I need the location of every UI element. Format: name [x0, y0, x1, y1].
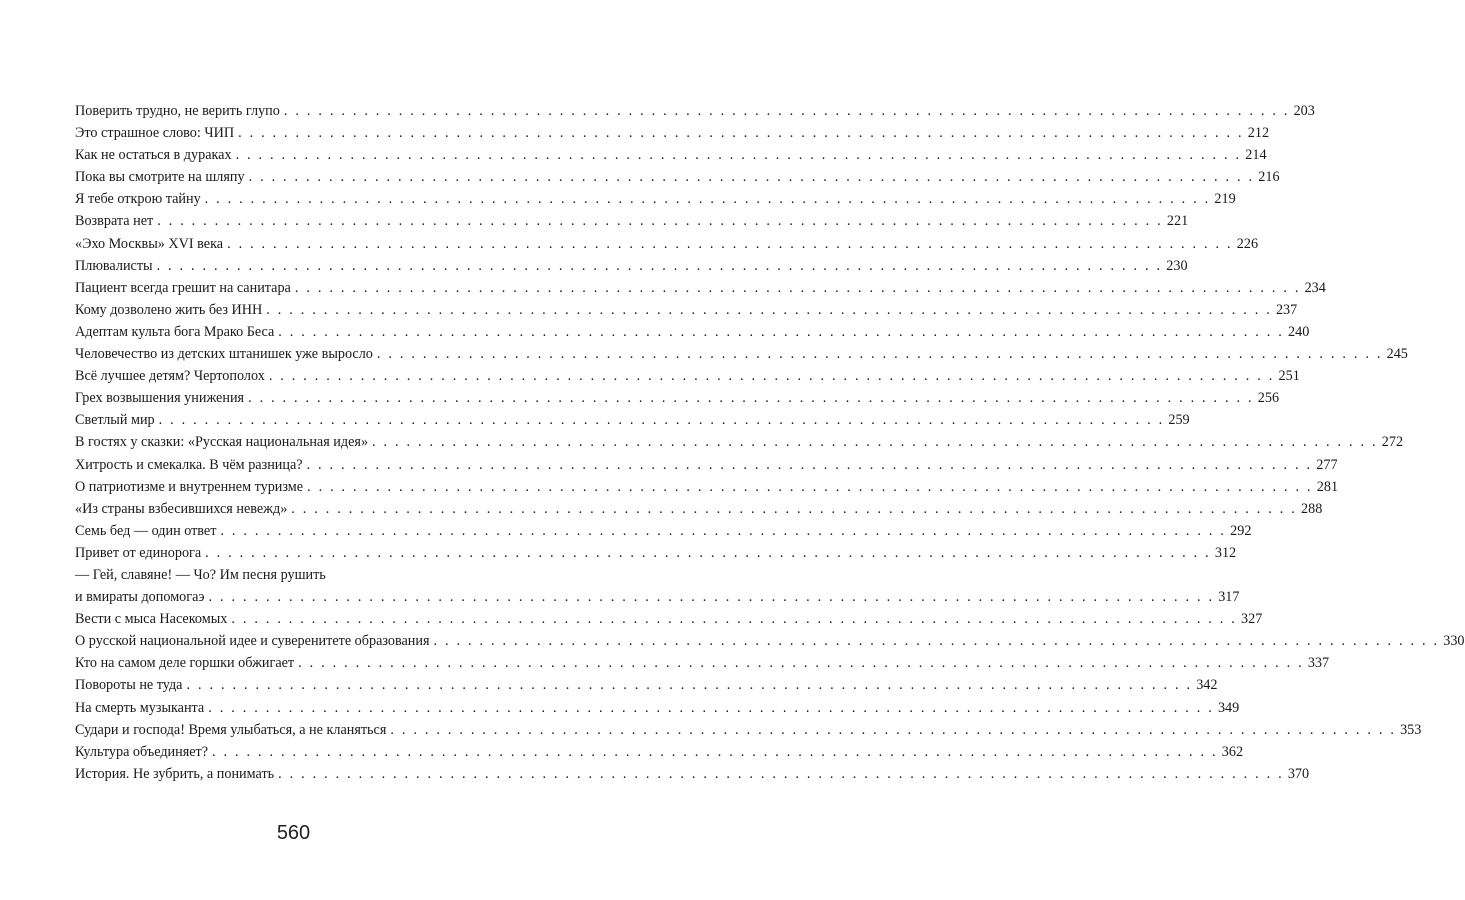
toc-entry-title: «Эхо Москвы» XVI века [75, 235, 224, 252]
toc-entry-title: Судари и господа! Время улыбаться, а не кланяться [75, 721, 387, 738]
page-number: 560 [276, 822, 311, 844]
toc-entry-page: 226 [1236, 235, 1259, 252]
dot-leader [157, 255, 1163, 277]
toc-entry-title: Возврата нет [75, 213, 154, 230]
dot-leader [208, 697, 1214, 719]
toc-entry [75, 564, 538, 586]
table-of-contents [75, 100, 1465, 785]
dot-leader [212, 741, 1218, 763]
toc-entry-page: 203 [1293, 103, 1315, 119]
toc-entry-page: 212 [1247, 125, 1270, 142]
toc-entry [75, 586, 1240, 608]
dot-leader [298, 652, 1304, 674]
toc-entry-page: 353 [1400, 721, 1422, 738]
toc-entry [75, 652, 1330, 674]
toc-entry-title: На смерть музыканта [75, 699, 205, 716]
toc-entry [75, 277, 1326, 299]
dot-leader [291, 498, 1297, 520]
toc-entry-page: 288 [1301, 500, 1323, 517]
toc-entry [75, 210, 1189, 232]
toc-entry-page: 256 [1257, 390, 1280, 407]
toc-entry [75, 719, 1422, 741]
toc-entry-page: 237 [1275, 301, 1298, 318]
toc-entry [75, 409, 1190, 431]
toc-entry [75, 520, 1252, 542]
toc-entry-page: 330 [1443, 633, 1465, 650]
dot-leader [186, 674, 1192, 696]
toc-entry [75, 741, 1244, 763]
toc-entry [75, 674, 1218, 696]
toc-entry-page: 251 [1278, 368, 1300, 385]
toc-entry-page: 230 [1166, 257, 1188, 274]
toc-entry-title: Пациент всегда грешит на санитара [75, 279, 291, 296]
toc-entry-page: 292 [1230, 522, 1252, 539]
toc-entry-title: Вести с мыса Насекомых [75, 611, 228, 628]
toc-entry-page: 240 [1288, 323, 1310, 340]
toc-entry-title: «Из страны взбесившихся невежд» [75, 500, 288, 517]
toc-entry-page: 277 [1316, 456, 1338, 473]
toc-entry-page: 317 [1218, 589, 1240, 606]
toc-entry-title: Грех возвышения унижения [75, 390, 245, 407]
toc-entry [75, 343, 1408, 365]
toc-entry-page: 281 [1316, 478, 1339, 495]
toc-entry [75, 255, 1188, 277]
dot-leader [377, 343, 1383, 365]
toc-entry-title: и вмираты допомогаэ [75, 589, 205, 606]
toc-entry [75, 122, 1270, 144]
toc-entry-page: 349 [1217, 699, 1240, 716]
toc-entry-title: Плювалисты [75, 257, 153, 274]
toc-entry [75, 299, 1298, 321]
toc-entry-title: Адептам культа бога Мрако Беса [75, 323, 275, 340]
dot-leader [372, 431, 1378, 453]
dot-leader [231, 608, 1237, 630]
toc-entry-page: 221 [1166, 213, 1189, 230]
toc-entry-page: 362 [1221, 743, 1244, 760]
toc-entry [75, 365, 1300, 387]
toc-entry-page: 219 [1214, 191, 1236, 208]
toc-entry-title: О патриотизме и внутреннем туризме [75, 478, 304, 495]
toc-entry-title: Кто на самом деле горшки обжигает [75, 655, 295, 672]
dot-leader [295, 277, 1301, 299]
toc-entry [75, 763, 1310, 785]
toc-entry [75, 233, 1259, 255]
dot-leader [205, 542, 1211, 564]
dot-leader [266, 299, 1272, 321]
dot-leader [284, 100, 1290, 122]
toc-entry-page: 337 [1307, 655, 1330, 672]
toc-entry-title: Привет от единорога [75, 544, 202, 561]
toc-entry [75, 100, 1315, 122]
toc-entry-title: Кому дозволено жить без ИНН [75, 301, 263, 318]
toc-entry-title: Я тебе открою тайну [75, 191, 201, 208]
toc-entry [75, 387, 1280, 409]
dot-leader [236, 144, 1242, 166]
dot-leader [157, 210, 1163, 232]
toc-entry-title: Культура объединяет? [75, 743, 209, 760]
toc-entry [75, 166, 1280, 188]
toc-entry-page: 216 [1258, 169, 1280, 186]
dot-leader [307, 476, 1313, 498]
toc-entry [75, 431, 1404, 453]
dot-leader [205, 188, 1211, 210]
toc-entry [75, 144, 1267, 166]
toc-entry-title: — Гей, славяне! — Чо? Им песня рушить [75, 566, 326, 583]
toc-entry-title: История. Не зубрить, а понимать [75, 765, 275, 782]
toc-entry-page: 214 [1245, 147, 1267, 164]
dot-leader [227, 233, 1233, 255]
toc-entry [75, 608, 1263, 630]
toc-entry-title: Поверить трудно, не верить глупо [75, 103, 280, 119]
toc-entry-page: 234 [1304, 279, 1326, 296]
toc-entry-page: 370 [1287, 765, 1310, 782]
toc-entry [75, 476, 1339, 498]
toc-entry [75, 498, 1323, 520]
toc-entry [75, 321, 1310, 343]
toc-entry [75, 542, 1237, 564]
toc-entry-page: 312 [1214, 544, 1237, 561]
toc-entry-title: Всё лучшее детям? Чертополох [75, 368, 265, 385]
toc-entry-title: Это страшное слово: ЧИП [75, 125, 235, 142]
dot-leader [434, 630, 1440, 652]
dot-leader [269, 365, 1275, 387]
dot-leader [278, 321, 1284, 343]
toc-entry-page: 342 [1196, 677, 1218, 694]
dot-leader [249, 166, 1255, 188]
toc-entry-page: 327 [1241, 611, 1263, 628]
toc-entry [75, 188, 1236, 210]
toc-entry [75, 454, 1338, 476]
toc-entry-title: Пока вы смотрите на шляпу [75, 169, 245, 186]
toc-entry-title: Как не остаться в дураках [75, 147, 232, 164]
toc-entry-title: Повороты не туда [75, 677, 183, 694]
toc-entry-title: О русской национальной идее и суверенитете образования [75, 633, 430, 650]
toc-entry-title: В гостях у сказки: «Русская национальная идея» [75, 434, 369, 451]
toc-entry-page: 272 [1381, 434, 1404, 451]
toc-entry-title: Светлый мир [75, 412, 155, 429]
dot-leader [307, 454, 1313, 476]
toc-entry-page: 259 [1168, 412, 1190, 429]
toc-entry-title: Человечество из детских штанишек уже выросло [75, 346, 373, 363]
toc-entry-title: Хитрость и смекалка. В чём разница? [75, 456, 303, 473]
dot-leader [220, 520, 1226, 542]
dot-leader [278, 763, 1284, 785]
dot-leader [238, 122, 1244, 144]
toc-entry-title: Семь бед — один ответ [75, 522, 217, 539]
toc-entry [75, 697, 1240, 719]
toc-entry [75, 630, 1465, 652]
dot-leader [390, 719, 1396, 741]
dot-leader [208, 586, 1214, 608]
dot-leader [248, 387, 1254, 409]
toc-entry-page: 245 [1386, 346, 1408, 363]
dot-leader [159, 409, 1165, 431]
